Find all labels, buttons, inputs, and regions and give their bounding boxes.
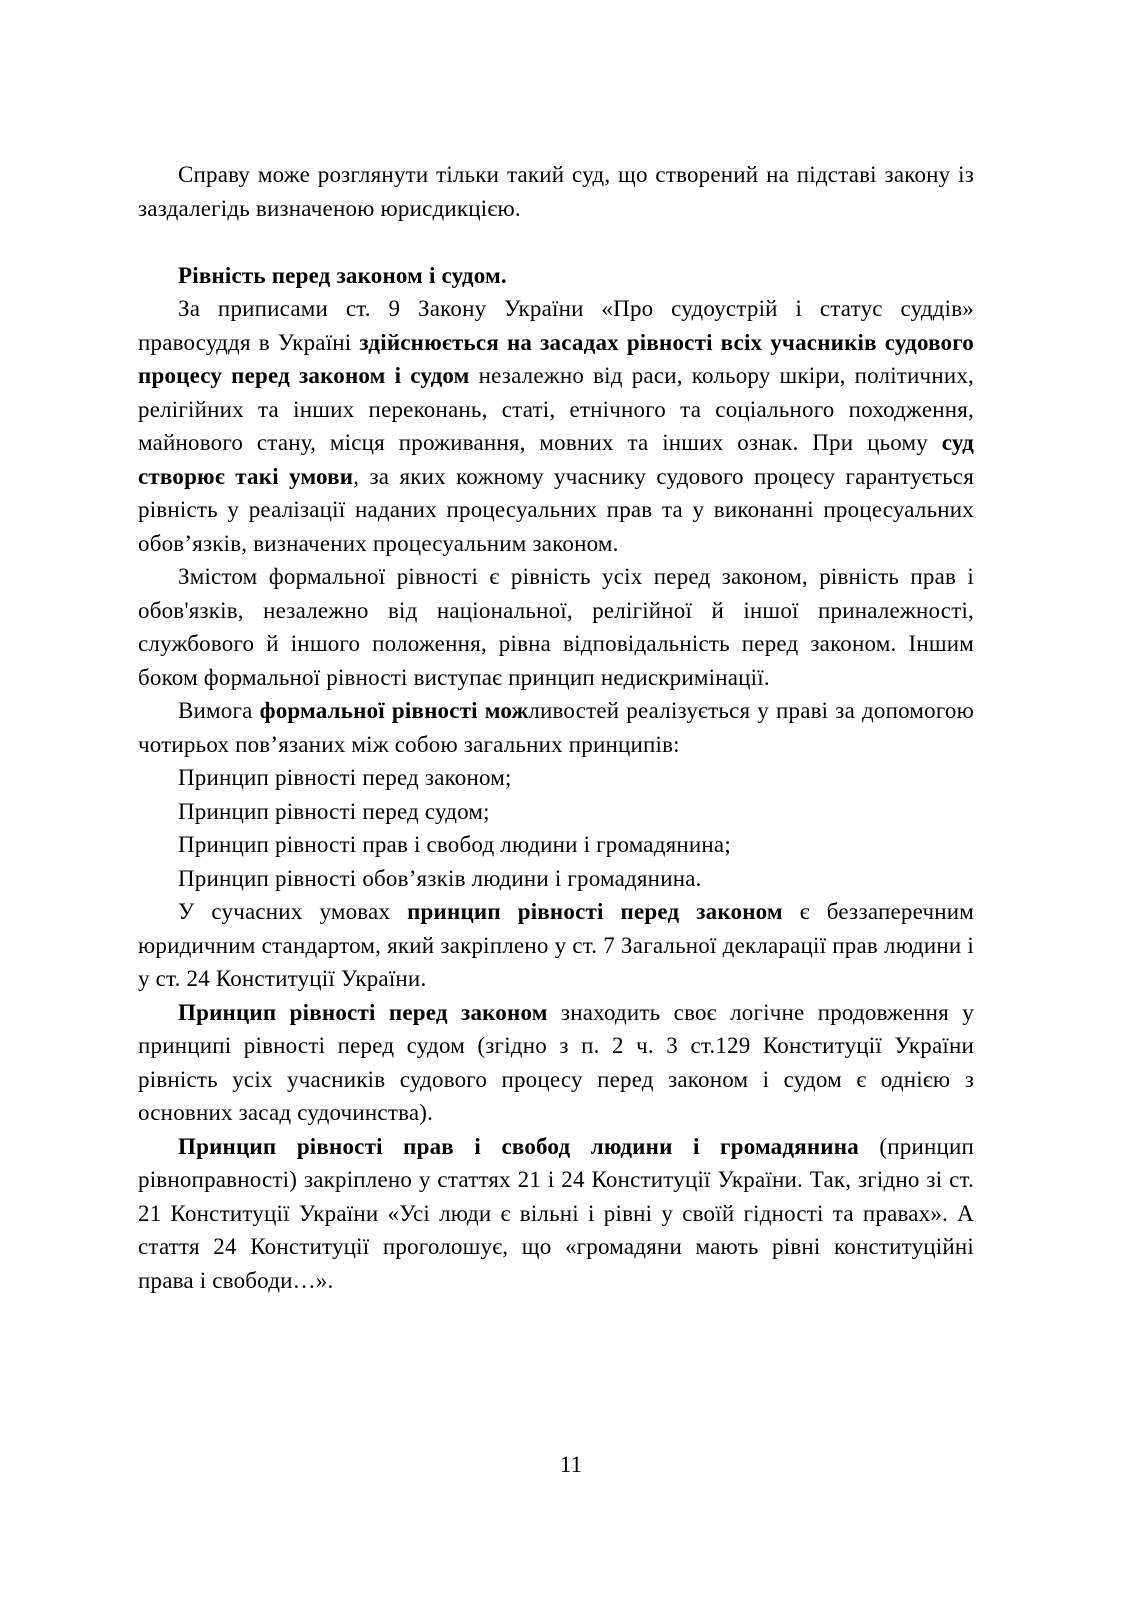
paragraph bbox=[138, 1130, 974, 1298]
bold-text: Принцип рівності перед законом bbox=[178, 999, 548, 1025]
bold-text: формальної рівності мож bbox=[259, 698, 529, 723]
text: Змістом формальної рівності є рівність усіх перед законом, рівність прав і обов'язків, незалежно від національної, релігійної й іншої приналежності, службового й іншого положення, рівна відповідальність перед законом. Іншим боком формальної рівності виступає принцип недискримінації. bbox=[138, 564, 974, 690]
text: За приписами ст. 9 Закону України «Про судоустрій і статус суддів» правосуддя в Україні bbox=[138, 296, 974, 355]
text: (принцип рівноправності) закріплено у статтях 21 і 24 Конституції України. Так, згідно зі ст. 21 Конституції України «Усі люди є вільні і рівні у своїй гідності та правах». А стаття 24 Конституції проголошує, що «громадяни мають рівні конституційні права і свободи…». bbox=[138, 1133, 974, 1293]
paragraph bbox=[138, 895, 974, 996]
bold-text: суд створює такі умови bbox=[138, 430, 974, 489]
text: є беззаперечним юридичним стандартом, який закріплено у ст. 7 Загальної декларації прав людини і у ст. 24 Конституції України. bbox=[138, 899, 974, 991]
paragraph bbox=[138, 560, 974, 694]
text: ливостей реалізується у праві за допомогою чотирьох пов’язаних між собою загальних принципів: bbox=[138, 698, 974, 757]
text: Принцип рівності прав і свобод людини і громадянина; bbox=[178, 832, 731, 857]
text: Справу може розглянути тільки такий суд, що створений на підставі закону із заздалегідь визначеною юрисдикцією. bbox=[138, 162, 974, 221]
text: Принцип рівності перед судом; bbox=[178, 798, 490, 824]
paragraph bbox=[138, 292, 974, 560]
paragraph bbox=[138, 996, 974, 1130]
page-body bbox=[138, 158, 974, 1297]
text: , за яких кожному учаснику судового процесу гарантується рівність у реалізації наданих процесуальних прав та у виконанні процесуальних обов’язків, визначених процесуальним законом. bbox=[138, 463, 974, 556]
bold-text: здійснюється на засадах рівності всіх учасників судового процесу перед законом і судом bbox=[138, 329, 975, 388]
heading bbox=[138, 259, 974, 293]
text: знаходить своє логічне продовження у принципі рівності перед судом (згідно з п. 2 ч. 3 ст.129 Конституції України рівність усіх учасників судового процесу перед законом і судом є однією з основних засад судочинства). bbox=[138, 999, 974, 1125]
paragraph bbox=[138, 158, 974, 225]
page-number: 11 bbox=[559, 1452, 583, 1477]
text: незалежно від раси, кольору шкіри, політичних, релігійних та інших переконань, статі, етнічного та соціального походження, майнового стану, місця проживання, мовних та інших ознак. При цьому bbox=[138, 363, 974, 455]
list-item bbox=[138, 862, 974, 896]
list-item bbox=[138, 795, 974, 829]
bold-text: Принцип рівності прав і свобод людини і громадянина bbox=[178, 1133, 859, 1159]
bold-text: принцип рівності перед законом bbox=[407, 899, 783, 924]
text: Вимога bbox=[178, 698, 260, 723]
paragraph bbox=[138, 694, 974, 761]
text: Принцип рівності обов’язків людини і громадянина. bbox=[178, 865, 702, 891]
bold-text: Рівність перед законом і судом. bbox=[178, 262, 507, 288]
list-item bbox=[138, 828, 974, 862]
list-item bbox=[138, 761, 974, 795]
text: У сучасних умовах bbox=[178, 899, 408, 924]
text: Принцип рівності перед законом; bbox=[178, 765, 512, 790]
